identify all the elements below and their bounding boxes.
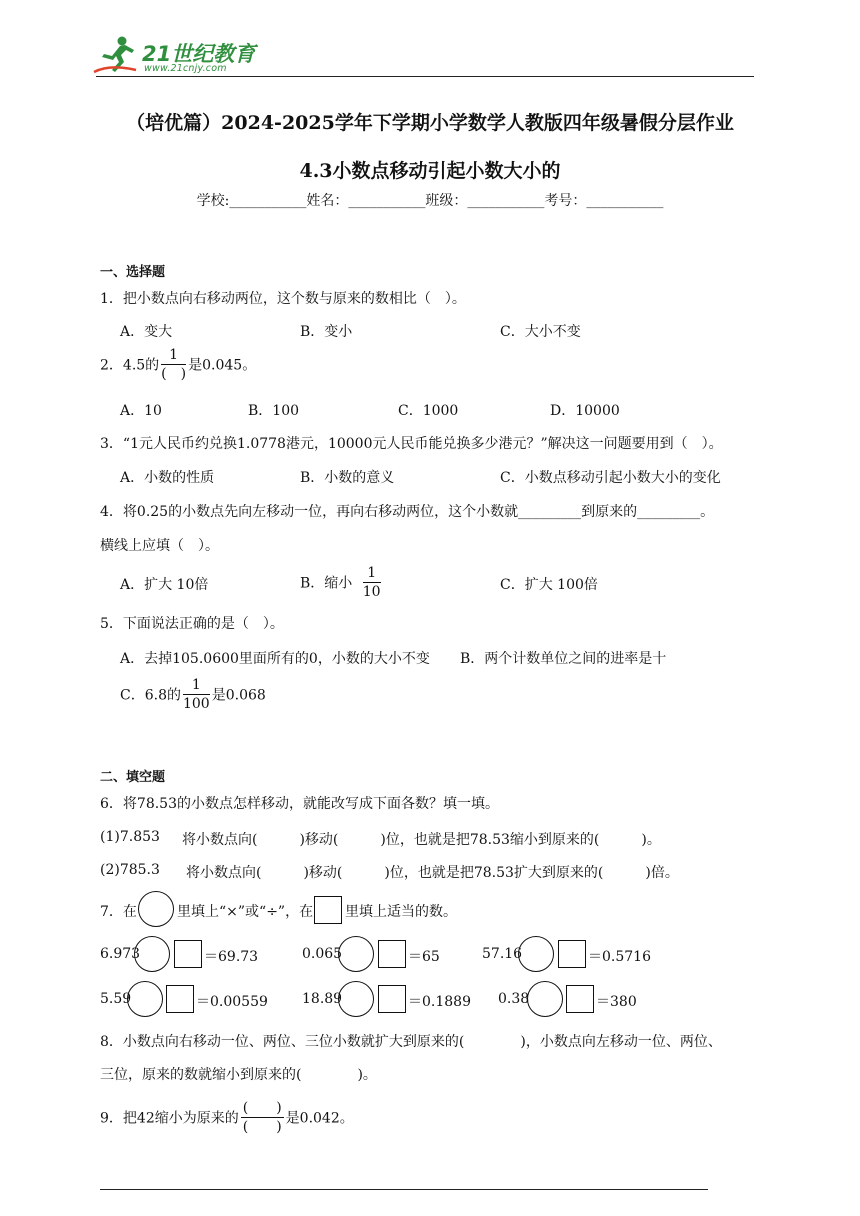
question-4-option-c[interactable]: C．扩大 100倍 <box>500 577 598 593</box>
equation-6-operator-circle[interactable] <box>527 981 563 1017</box>
question-6-stem: 6．将78.53的小数点怎样移动，就能改写成下面各数？填一填。 <box>100 796 499 812</box>
question-4-option-b[interactable] <box>300 566 383 599</box>
option-b-fraction <box>363 566 381 599</box>
answer-box-sample <box>314 896 342 924</box>
equation-5-right: ＝0.1889 <box>408 994 471 1010</box>
fraction-numerator: 1 <box>363 566 381 583</box>
option-c-pre: C．6.8的 <box>120 687 181 704</box>
equation-3-operator-circle[interactable] <box>518 936 554 972</box>
equation-1-operator-circle[interactable] <box>134 936 170 972</box>
question-5-option-a[interactable]: A．去掉105.0600里面所有的0，小数的大小不变 <box>120 651 430 667</box>
question-7-post: 里填上适当的数。 <box>345 904 457 920</box>
student-info-line: 学校:___________姓名：___________班级：___________考号：___________ <box>196 193 664 209</box>
site-logo <box>92 34 262 78</box>
option-c-post: 是0.068 <box>211 687 266 704</box>
question-9-fraction <box>241 1101 284 1134</box>
question-9-pre: 9．把42缩小为原来的 <box>100 1110 239 1127</box>
equation-3-answer-box[interactable] <box>558 940 586 968</box>
question-3-option-a[interactable]: A．小数的性质 <box>120 470 215 486</box>
question-4-stem-line2: 横线上应填（ ）。 <box>100 538 219 554</box>
question-9-post: 是0.042。 <box>285 1110 354 1127</box>
fraction-numerator: ( ) <box>242 1100 282 1116</box>
equation-4-answer-box[interactable] <box>166 985 194 1013</box>
question-6-item-2-number: (2)785.3 <box>100 862 160 878</box>
section-heading-fill: 二、填空题 <box>100 770 166 785</box>
fraction-denominator: ( ) <box>242 1119 282 1135</box>
question-3-option-b[interactable]: B．小数的意义 <box>300 470 395 486</box>
operator-circle-sample <box>138 891 174 927</box>
question-8-line1: 8．小数点向右移动一位、两位、三位小数就扩大到原来的( )，小数点向左移动一位、两位、 <box>100 1034 722 1050</box>
logo-text: 21世纪教育 <box>142 42 256 66</box>
question-9-stem <box>100 1101 354 1134</box>
fraction-numerator: 1 <box>161 348 186 365</box>
equation-2-answer-box[interactable] <box>378 940 406 968</box>
question-2-fraction <box>161 348 186 381</box>
question-1-option-c[interactable]: C．大小不变 <box>500 324 581 340</box>
question-4-stem: 4．将0.25的小数点先向左移动一位，再向右移动两位，这个小数就_________到原来的_________。 <box>100 504 715 520</box>
question-3-stem: 3．“1元人民币约兑换1.0778港元，10000元人民币能兑换多少港元？”解决这一问题要用到（ ）。 <box>100 436 723 452</box>
equation-6-left: 0.38 <box>498 991 530 1007</box>
question-5-option-b[interactable]: B．两个计数单位之间的进率是十 <box>460 651 667 667</box>
question-2-post: 是0.045。 <box>188 357 257 374</box>
equation-1-right: ＝69.73 <box>204 949 259 965</box>
equation-5-answer-box[interactable] <box>378 985 406 1013</box>
question-2-option-b[interactable]: B．100 <box>248 403 300 419</box>
question-7-pre: 7．在 <box>100 904 137 920</box>
equation-1-left: 6.973 <box>100 946 141 962</box>
equation-4-right: ＝0.00559 <box>196 994 268 1010</box>
question-6-item-2-text: 将小数点向( )移动( )位，也就是把78.53扩大到原来的( )倍。 <box>186 865 679 881</box>
equation-2-right: ＝65 <box>408 949 440 965</box>
equation-5-operator-circle[interactable] <box>338 981 374 1017</box>
page-title: （培优篇）2024-2025学年下学期小学数学人教版四年级暑假分层作业 <box>126 112 734 134</box>
fraction-numerator: 1 <box>183 678 210 695</box>
question-6-item-1-text: 将小数点向( )移动( )位，也就是把78.53缩小到原来的( )。 <box>182 832 661 848</box>
question-5-stem: 5．下面说法正确的是（ ）。 <box>100 616 284 632</box>
section-heading-choice: 一、选择题 <box>100 265 166 280</box>
question-1-stem: 1．把小数点向右移动两位，这个数与原来的数相比（ ）。 <box>100 291 466 307</box>
fraction-denominator: 10 <box>362 584 381 600</box>
footer-divider <box>100 1189 708 1190</box>
option-b-label: B．缩小 <box>300 575 353 592</box>
question-7-mid: 里填上“×”或“÷”，在 <box>177 904 314 920</box>
question-2-stem <box>100 348 256 381</box>
question-8-line2: 三位，原来的数就缩小到原来的( )。 <box>100 1067 377 1083</box>
header-divider <box>96 76 754 77</box>
question-1-option-b[interactable]: B．变小 <box>300 324 353 340</box>
fraction-denominator: ( ) <box>161 366 187 382</box>
equation-2-left: 0.065 <box>302 946 343 962</box>
question-6-item-1-number: (1)7.853 <box>100 829 160 845</box>
equation-6-right: ＝380 <box>596 994 637 1010</box>
question-2-pre: 2．4.5的 <box>100 357 160 374</box>
question-2-option-d[interactable]: D．10000 <box>550 403 620 419</box>
equation-3-right: ＝0.5716 <box>588 949 651 965</box>
equation-4-operator-circle[interactable] <box>127 981 163 1017</box>
question-3-option-c[interactable]: C．小数点移动引起小数大小的变化 <box>500 470 721 486</box>
equation-5-left: 18.89 <box>302 991 343 1007</box>
logo-url: www.21cnjy.com <box>144 63 227 74</box>
question-4-option-a[interactable]: A．扩大 10倍 <box>120 577 209 593</box>
fraction-denominator: 100 <box>182 696 210 712</box>
question-1-option-a[interactable]: A．变大 <box>120 324 173 340</box>
option-c-fraction <box>183 678 210 711</box>
equation-2-operator-circle[interactable] <box>338 936 374 972</box>
equation-1-answer-box[interactable] <box>174 940 202 968</box>
equation-6-answer-box[interactable] <box>566 985 594 1013</box>
question-2-option-c[interactable]: C．1000 <box>398 403 459 419</box>
runner-icon <box>92 34 140 76</box>
question-5-option-c[interactable] <box>120 678 266 711</box>
question-2-option-a[interactable]: A．10 <box>120 403 162 419</box>
equation-4-left: 5.59 <box>100 991 132 1007</box>
equation-3-left: 57.16 <box>482 946 523 962</box>
page-subtitle: 4.3小数点移动引起小数大小的 <box>299 160 561 182</box>
